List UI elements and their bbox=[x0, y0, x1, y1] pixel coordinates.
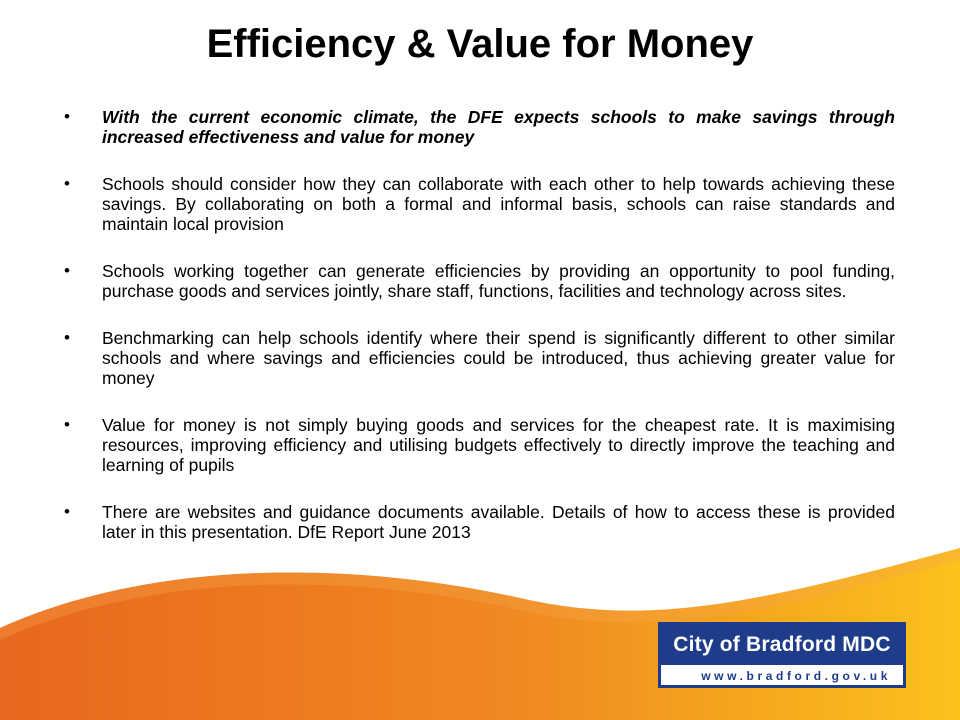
bradford-logo bbox=[658, 622, 906, 688]
bullet-dot: • bbox=[64, 261, 70, 280]
bullet-dot: • bbox=[64, 415, 70, 434]
logo-name: City of Bradford MDC bbox=[661, 625, 903, 665]
bullet-dot: • bbox=[64, 107, 70, 126]
bullet-text: There are websites and guidance documents available. Details of how to access these is provided later in this presentation. DfE Report June 2013 bbox=[102, 502, 895, 542]
bullet-text: Value for money is not simply buying goods and services for the cheapest rate. It is maximising resources, improving efficiency and utilising budgets effectively to directly improve the teaching and learning of pupils bbox=[102, 415, 895, 475]
logo-url: www.bradford.gov.uk bbox=[701, 669, 891, 683]
bullet-item bbox=[62, 415, 895, 475]
bullet-item bbox=[62, 502, 895, 542]
bullet-list bbox=[62, 107, 895, 569]
bullet-item bbox=[62, 328, 895, 388]
slide-title: Efficiency & Value for Money bbox=[206, 22, 754, 66]
bullet-text: Schools working together can generate efficiencies by providing an opportunity to pool funding, purchase goods and services jointly, share staff, functions, facilities and technology across sites. bbox=[102, 261, 895, 301]
bullet-text: Benchmarking can help schools identify where their spend is significantly different to other similar schools and where savings and efficiencies could be introduced, thus achieving greater value for money bbox=[102, 328, 895, 388]
bullet-dot: • bbox=[64, 502, 70, 521]
bullet-text: With the current economic climate, the DFE expects schools to make savings through increased effectiveness and value for money bbox=[102, 107, 895, 147]
bullet-text: Schools should consider how they can collaborate with each other to help towards achieving these savings. By collaborating on both a formal and informal basis, schools can raise standards and maintain local provision bbox=[102, 174, 895, 234]
bullet-dot: • bbox=[64, 328, 70, 347]
bullet-dot: • bbox=[64, 174, 70, 193]
bullet-item bbox=[62, 107, 895, 147]
bullet-item bbox=[62, 261, 895, 301]
bullet-item bbox=[62, 174, 895, 234]
